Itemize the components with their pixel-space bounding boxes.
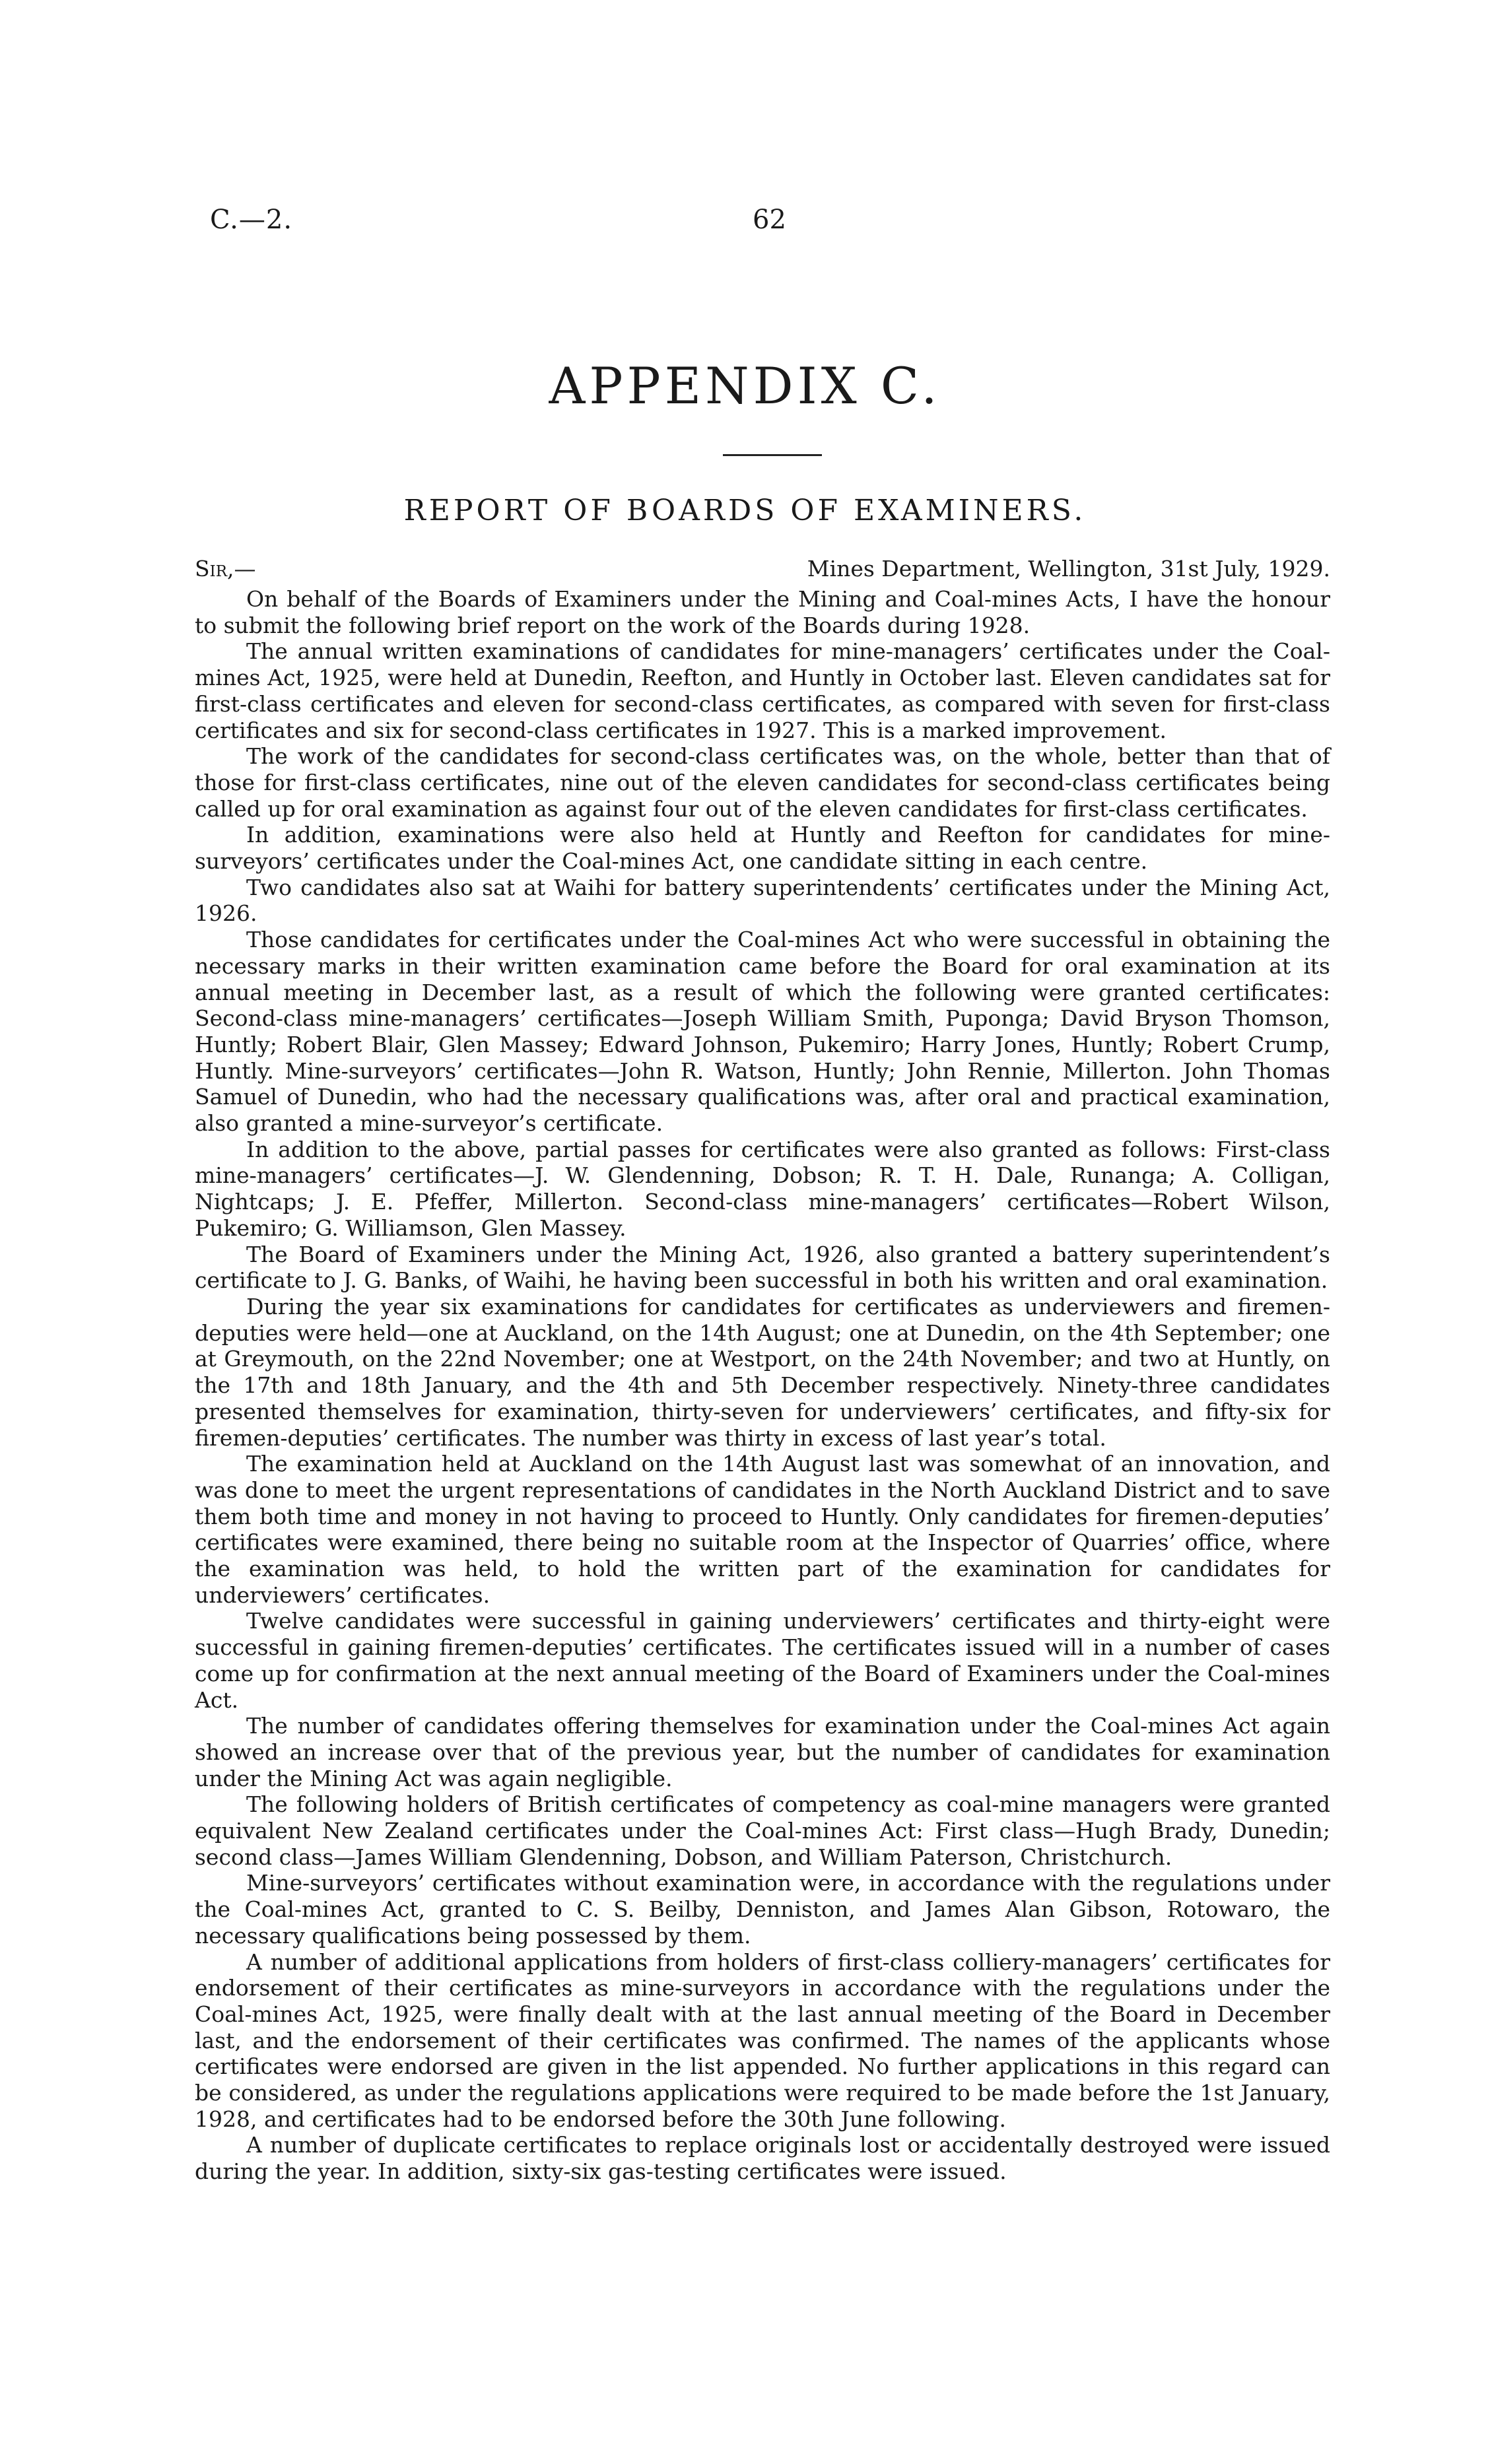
paragraph: Those candidates for certificates under the Coal-mines Act who were successful in obtaining the necessary marks in their written examination came before the Board for oral examination at its annual meeting in December last, as a result of which the following were granted certificates: Second-class mine-managers’ certificates—Joseph William Smith, Puponga; David Bryson Thomson, Huntly; Robert Blair, Glen Massey; Edward Johnson, Pukemiro; Harry Jones, Huntly; Robert Crump, Huntly. Mine-surveyors’ certificates—John R. Watson, Huntly; John Rennie, Millerton. John Thomas Samuel of Dunedin, who had the necessary qualifications was, after oral and practical examination, also granted a mine-surveyor’s certificate. <box>195 927 1330 1137</box>
appendix-title: APPENDIX C. <box>549 356 941 415</box>
paragraph: A number of additional applications from holders of first-class colliery-managers’ certificates for endorsement of their certificates as mine-surveyors in accordance with the regulations under the Coal-mines Act, 1925, were finally dealt with at the last annual meeting of the Board in December last, and the endorsement of their certificates was confirmed. The names of the applicants whose certificates were endorsed are given in the list appended. No further applications in this regard can be considered, as under the regulations applications were required to be made before the 1st January, 1928, and certificates had to be endorsed before the 30th June following. <box>195 1948 1330 2132</box>
paragraph: The examination held at Auckland on the 14th August last was somewhat of an innovation, and was done to meet the urgent representations of candidates in the North Auckland District and to save them both time and money in not having to proceed to Huntly. Only candidates for firemen-deputies’ certificates were examined, there being no suitable room at the Inspector of Quarries’ office, where the examination was held, to hold the written part of the examination for candidates for underviewers’ certificates. <box>195 1451 1330 1608</box>
page-number: 62 <box>753 205 786 235</box>
paragraph: Mine-surveyors’ certificates without examination were, in accordance with the regulations under the Coal-mines Act, granted to C. S. Beilby, Denniston, and James Alan Gibson, Rotowaro, the necessary qualifications being possessed by them. <box>195 1870 1330 1948</box>
paragraph: The annual written examinations of candidates for mine-managers’ certificates under the Coal-mines Act, 1925, were held at Dunedin, Reefton, and Huntly in October last. Eleven candidates sat for first-class certificates and eleven for second-class certificates, as compared with seven for first-class certificates and six for second-class certificates in 1927. This is a marked improvement. <box>195 638 1330 743</box>
dateline: Mines Department, Wellington, 31st July, 1929. <box>807 556 1330 582</box>
paragraph: In addition, examinations were also held at Huntly and Reefton for candidates for mine-surveyors’ certificates under the Coal-mines Act, one candidate sitting in each centre. <box>195 822 1330 875</box>
salutation-line <box>195 556 1330 582</box>
paragraph: In addition to the above, partial passes for certificates were also granted as follows: First-class mine-managers’ certificates—J. W. Glendenning, Dobson; R. T. H. Dale, Runanga; A. Colligan, Nightcaps; J. E. Pfeffer, Millerton. Second-class mine-managers’ certificates—Robert Wilson, Pukemiro; G. Williamson, Glen Massey. <box>195 1136 1330 1241</box>
report-title: REPORT OF BOARDS OF EXAMINERS. <box>403 494 1087 527</box>
paragraph: A number of duplicate certificates to replace originals lost or accidentally destroyed were issued during the year. In addition, sixty-six gas-testing certificates were issued. <box>195 2132 1330 2185</box>
paragraph: Two candidates also sat at Waihi for battery superintendents’ certificates under the Mining Act, 1926. <box>195 874 1330 927</box>
paragraph: Twelve candidates were successful in gaining underviewers’ certificates and thirty-eight were successful in gaining firemen-deputies’ certificates. The certificates issued will in a number of cases come up for confirmation at the next annual meeting of the Board of Examiners under the Coal-mines Act. <box>195 1608 1330 1713</box>
title-divider <box>723 454 822 456</box>
parliamentary-paper-reference: C.—2. <box>210 205 293 235</box>
paragraph: The number of candidates offering themselves for examination under the Coal-mines Act again showed an increase over that of the previous year, but the number of candidates for examination under the Mining Act was again negligible. <box>195 1713 1330 1791</box>
paragraph: The Board of Examiners under the Mining Act, 1926, also granted a battery superintendent’s certificate to J. G. Banks, of Waihi, he having been successful in both his written and oral examination. <box>195 1241 1330 1294</box>
paragraph: On behalf of the Boards of Examiners under the Mining and Coal-mines Acts, I have the honour to submit the following brief report on the work of the Boards during 1928. <box>195 586 1330 638</box>
report-body <box>195 586 1330 2185</box>
salutation: Sir,— <box>195 556 256 582</box>
paragraph: The work of the candidates for second-class certificates was, on the whole, better than that of those for first-class certificates, nine out of the eleven candidates for second-class certificates being called up for oral examination as against four out of the eleven candidates for first-class certificates. <box>195 743 1330 822</box>
paragraph: The following holders of British certificates of competency as coal-mine managers were granted equivalent New Zealand certificates under the Coal-mines Act: First class—Hugh Brady, Dunedin; second class—James William Glendenning, Dobson, and William Paterson, Christchurch. <box>195 1791 1330 1870</box>
paragraph: During the year six examinations for candidates for certificates as underviewers and firemen-deputies were held—one at Auckland, on the 14th August; one at Dunedin, on the 4th September; one at Greymouth, on the 22nd November; one at Westport, on the 24th November; and two at Huntly, on the 17th and 18th January, and the 4th and 5th December respectively. Ninety-three candidates presented themselves for examination, thirty-seven for underviewers’ certificates, and fifty-six for firemen-deputies’ certificates. The number was thirty in excess of last year’s total. <box>195 1293 1330 1451</box>
